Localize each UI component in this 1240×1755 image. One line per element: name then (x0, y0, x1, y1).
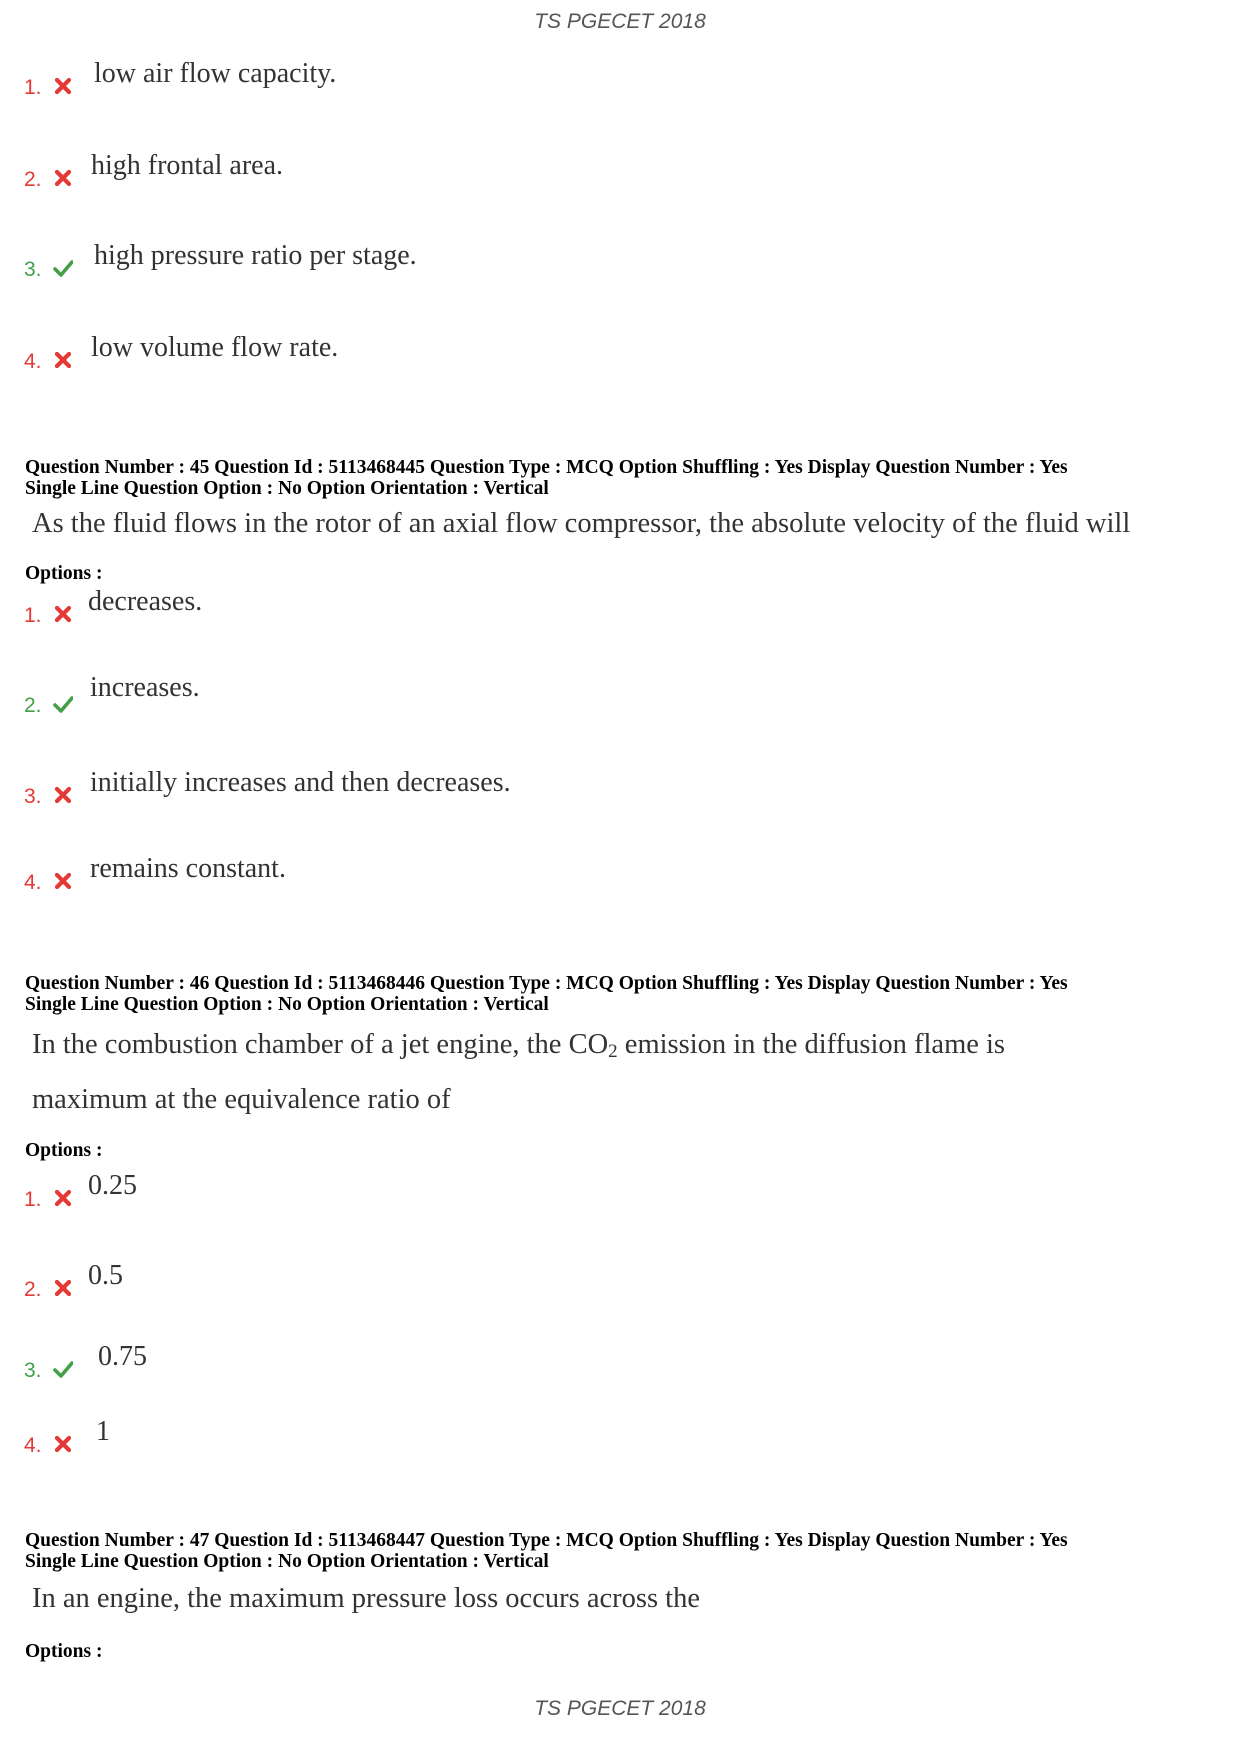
incorrect-x-icon (53, 785, 73, 805)
correct-check-icon (53, 694, 73, 714)
option-number: 3. (24, 258, 42, 281)
q46-option-3 (24, 1341, 1174, 1381)
incorrect-x-icon (53, 168, 73, 188)
page-header: TS PGECET 2018 (534, 10, 706, 33)
option-text: 0.5 (88, 1260, 123, 1291)
option-number: 1. (24, 1188, 42, 1211)
incorrect-x-icon (53, 350, 73, 370)
question-meta-line1: Question Number : 45 Question Id : 5113468445 Question Type : MCQ Option Shuffling : Yes Display Question Number : Yes (25, 457, 1068, 478)
q46-option-2 (24, 1260, 1174, 1300)
option-number: 3. (24, 785, 42, 808)
option-number: 4. (24, 1434, 42, 1457)
option-number: 3. (24, 1359, 42, 1382)
option-text: 1 (96, 1416, 110, 1447)
option-text: initially increases and then decreases. (90, 767, 511, 798)
q45-option-3 (24, 767, 1174, 807)
question-meta-line2: Single Line Question Option : No Option Orientation : Vertical (25, 1551, 549, 1572)
option-text: remains constant. (90, 853, 286, 884)
question-meta-line1: Question Number : 46 Question Id : 5113468446 Question Type : MCQ Option Shuffling : Yes Display Question Number : Yes (25, 973, 1068, 994)
incorrect-x-icon (53, 604, 73, 624)
q46-option-4 (24, 1416, 1174, 1456)
q45-option-1 (24, 586, 1174, 626)
q45-option-4 (24, 853, 1174, 893)
options-label: Options : (25, 563, 103, 584)
question-46-meta (25, 973, 1225, 1015)
correct-check-icon (53, 258, 73, 278)
incorrect-x-icon (53, 1188, 73, 1208)
question-46-text-line2: maximum at the equivalence ratio of (32, 1084, 451, 1115)
question-46-text-line1 (32, 1028, 1232, 1062)
prev-option-2 (24, 150, 1174, 190)
option-text: 0.75 (98, 1341, 147, 1372)
option-text: decreases. (88, 586, 203, 617)
options-label: Options : (25, 1641, 103, 1662)
prev-option-4 (24, 332, 1174, 372)
question-meta-line1: Question Number : 47 Question Id : 5113468447 Question Type : MCQ Option Shuffling : Yes Display Question Number : Yes (25, 1530, 1068, 1551)
page-footer: TS PGECET 2018 (534, 1697, 706, 1720)
question-text-part: In the combustion chamber of a jet engine, the CO (32, 1029, 609, 1060)
option-number: 2. (24, 1278, 42, 1301)
correct-check-icon (53, 1359, 73, 1379)
question-47-text: In an engine, the maximum pressure loss occurs across the (32, 1583, 700, 1614)
question-meta-line2: Single Line Question Option : No Option Orientation : Vertical (25, 994, 549, 1015)
subscript-2: 2 (608, 1041, 618, 1062)
prev-option-1 (24, 58, 1174, 98)
incorrect-x-icon (53, 1434, 73, 1454)
q46-option-1 (24, 1170, 1174, 1210)
option-number: 2. (24, 168, 42, 191)
option-number: 4. (24, 350, 42, 373)
q45-option-2 (24, 672, 1174, 717)
option-number: 1. (24, 604, 42, 627)
question-45-meta (25, 457, 1225, 499)
prev-option-3 (24, 240, 1174, 280)
option-text: high pressure ratio per stage. (94, 240, 417, 271)
incorrect-x-icon (53, 76, 73, 96)
option-text: 0.25 (88, 1170, 137, 1201)
options-label: Options : (25, 1140, 103, 1161)
option-number: 2. (24, 694, 42, 717)
question-47-meta (25, 1530, 1225, 1572)
option-text: high frontal area. (91, 150, 284, 181)
option-text: low air flow capacity. (94, 58, 337, 89)
question-meta-line2: Single Line Question Option : No Option Orientation : Vertical (25, 478, 549, 499)
option-text: low volume flow rate. (91, 332, 339, 363)
option-text: increases. (90, 672, 200, 703)
question-45-text: As the fluid flows in the rotor of an axial flow compressor, the absolute velocity of the fluid will (32, 508, 1131, 539)
option-number: 1. (24, 76, 42, 99)
option-number: 4. (24, 871, 42, 894)
question-text-part: emission in the diffusion flame is (617, 1029, 1006, 1060)
incorrect-x-icon (53, 1278, 73, 1298)
incorrect-x-icon (53, 871, 73, 891)
